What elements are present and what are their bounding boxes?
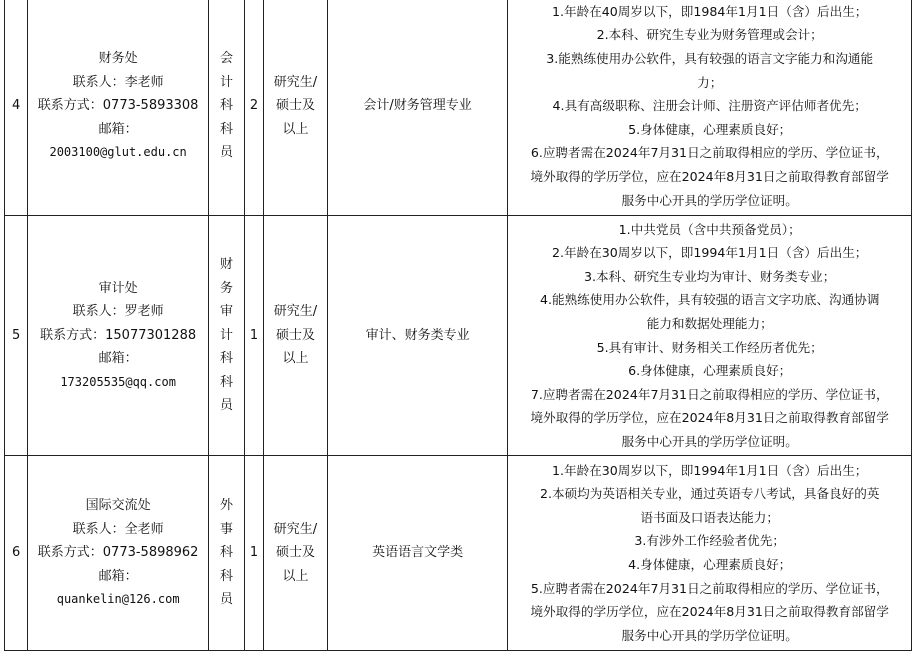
requirement-line: 2.年龄在30周岁以下，即1994年1月1日（含）后出生； <box>551 245 868 261</box>
education-cell <box>264 456 328 651</box>
contact-phone: 联系方式：0773-5898962 <box>37 545 199 561</box>
department-cell <box>28 216 209 456</box>
position-line: 员 <box>219 398 233 414</box>
education-line: 以上 <box>282 351 309 367</box>
table-row <box>5 216 912 456</box>
requirement-line: 服务中心开具的学历学位证明。 <box>621 433 798 449</box>
major-cell <box>327 456 508 651</box>
education-line: 硕士及 <box>275 327 315 343</box>
table-body <box>5 0 912 651</box>
email-label: 邮箱： <box>98 121 138 137</box>
requirement-line: 服务中心开具的学历学位证明。 <box>621 192 798 208</box>
requirement-line: 6.身体健康，心理素质良好； <box>628 363 792 379</box>
position-cell <box>208 456 244 651</box>
requirements-cell <box>508 0 912 216</box>
row-number: 6 <box>12 545 21 561</box>
headcount: 2 <box>249 98 259 114</box>
department-cell <box>28 0 209 216</box>
contact-email: 173205535@qq.com <box>60 374 176 389</box>
requirement-line: 2.本硕均为英语相关专业，通过英语专八考试，具备良好的英 <box>539 486 880 502</box>
requirements-cell <box>508 456 912 651</box>
position-line: 员 <box>219 145 233 161</box>
headcount: 1 <box>249 327 259 343</box>
row-number-cell <box>5 216 28 456</box>
requirement-line: 1.年龄在40周岁以下，即1984年1月1日（含）后出生； <box>551 3 868 19</box>
education-cell <box>264 0 328 216</box>
requirement-line: 4.能熟练使用办公软件，具有较强的语言文字功底、沟通协调 <box>539 292 880 308</box>
requirement-line: 5.应聘者需在2024年7月31日之前取得相应的学历、学位证书， <box>530 580 889 596</box>
requirement-line: 5.具有审计、财务相关工作经历者优先； <box>596 339 823 355</box>
contact-phone: 联系方式：0773-5893308 <box>37 98 199 114</box>
department-name: 财务处 <box>98 51 138 67</box>
position-line: 科科 <box>219 545 233 584</box>
requirement-line: 3.能熟练使用办公软件，具有较强的语言文字能力和沟通能 <box>546 51 874 67</box>
requirement-line: 5.身体健康，心理素质良好； <box>628 121 792 137</box>
education-line: 硕士及 <box>275 545 315 561</box>
headcount-cell <box>245 216 264 456</box>
row-number: 4 <box>12 98 21 114</box>
requirement-line: 2.本科、研究生专业为财务管理或会计； <box>596 27 823 43</box>
row-number: 5 <box>12 327 21 343</box>
requirement-line: 6.应聘者需在2024年7月31日之前取得相应的学历、学位证书， <box>530 145 889 161</box>
major: 会计/财务管理专业 <box>363 98 472 114</box>
major-cell <box>327 0 508 216</box>
position-line: 会计 <box>219 51 233 90</box>
requirement-line: 4.具有高级职称、注册会计师、注册资产评估师者优先； <box>552 98 867 114</box>
contact-person: 联系人：全老师 <box>72 521 164 537</box>
requirement-line: 4.身体健康，心理素质良好； <box>628 557 792 572</box>
requirement-line: 境外取得的学历学位，应在2024年8月31日之前取得教育部留学 <box>530 410 889 426</box>
requirement-line: 语书面及口语表达能力； <box>640 509 779 525</box>
education-line: 研究生/ <box>273 521 318 537</box>
requirement-line: 1.年龄在30周岁以下，即1994年1月1日（含）后出生； <box>551 462 868 478</box>
education-line: 硕士及 <box>275 98 315 114</box>
position-line: 科科 <box>219 351 233 390</box>
email-label: 邮箱： <box>98 568 138 584</box>
position-cell <box>208 216 244 456</box>
position-line: 员 <box>219 592 233 608</box>
major: 审计、财务类专业 <box>365 327 470 343</box>
table-row <box>5 456 912 651</box>
contact-phone: 联系方式：15077301288 <box>40 327 197 343</box>
requirements-cell <box>508 216 912 456</box>
requirement-line: 境外取得的学历学位，应在2024年8月31日之前取得教育部留学 <box>530 168 889 184</box>
department-name: 国际交流处 <box>85 498 151 514</box>
position-line: 外事 <box>219 498 233 537</box>
education-line: 研究生/ <box>273 74 318 90</box>
education-line: 以上 <box>282 121 309 137</box>
headcount: 1 <box>249 545 259 561</box>
headcount-cell <box>245 0 264 216</box>
requirement-line: 境外取得的学历学位，应在2024年8月31日之前取得教育部留学 <box>530 604 889 620</box>
requirement-line: 1.中共党员（含中共预备党员）； <box>618 221 801 237</box>
headcount-cell <box>245 456 264 651</box>
requirement-line: 服务中心开具的学历学位证明。 <box>621 627 798 643</box>
recruitment-table <box>4 0 912 651</box>
row-number-cell <box>5 456 28 651</box>
contact-email: quankelin@126.com <box>56 592 180 607</box>
table-row <box>5 0 912 216</box>
position-cell <box>208 0 244 216</box>
education-line: 以上 <box>282 568 309 584</box>
requirement-line: 3.本科、研究生专业均为审计、财务类专业； <box>584 268 836 284</box>
department-cell <box>28 456 209 651</box>
position-line: 财务 <box>219 256 233 296</box>
department-name: 审计处 <box>98 280 138 296</box>
requirement-line: 7.应聘者需在2024年7月31日之前取得相应的学历、学位证书， <box>530 386 889 402</box>
education-line: 研究生/ <box>273 304 318 320</box>
contact-person: 联系人：罗老师 <box>72 304 164 320</box>
contact-person: 联系人：李老师 <box>72 74 164 90</box>
requirement-line: 力； <box>697 74 723 90</box>
education-cell <box>264 216 328 456</box>
major-cell <box>327 216 508 456</box>
position-line: 科科 <box>219 98 233 137</box>
row-number-cell <box>5 0 28 216</box>
requirement-line: 3.有涉外工作经验者优先； <box>634 533 785 549</box>
email-label: 邮箱： <box>98 351 138 367</box>
requirement-line: 能力和数据处理能力； <box>646 315 773 331</box>
contact-email: 2003100@glut.edu.cn <box>49 145 187 160</box>
position-line: 审计 <box>219 304 233 343</box>
major: 英语语言文学类 <box>372 545 464 561</box>
